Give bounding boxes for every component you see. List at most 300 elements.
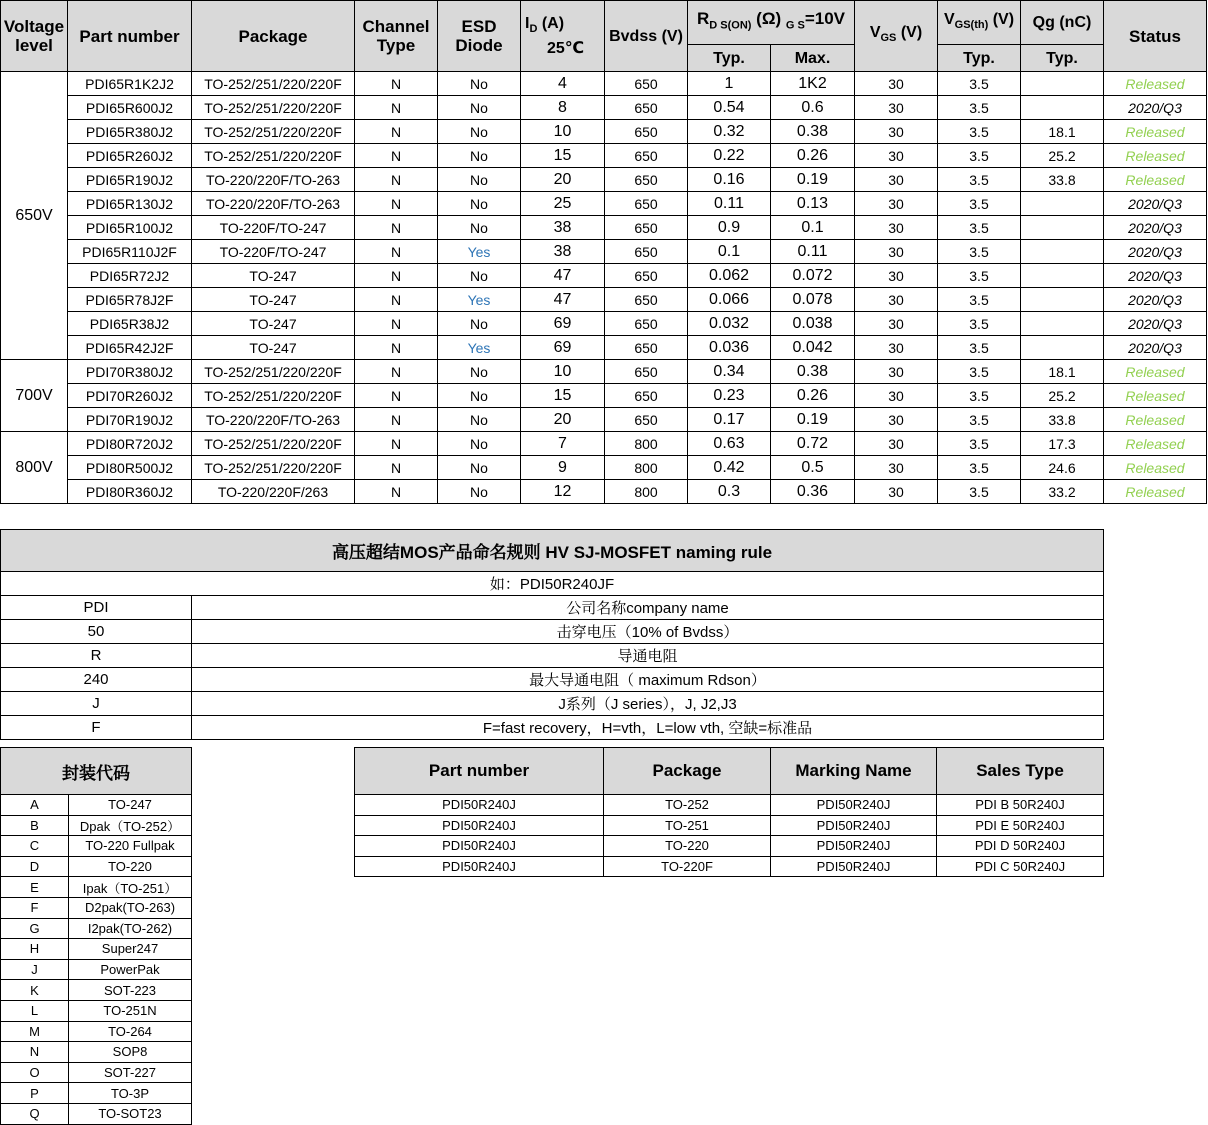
part-number-cell: PDI65R38J2 xyxy=(68,312,192,336)
qg-typ-cell xyxy=(1021,216,1104,240)
id-current-cell: 9 xyxy=(521,456,605,480)
vth-typ-cell: 3.5 xyxy=(938,216,1021,240)
vth-typ-cell: 3.5 xyxy=(938,192,1021,216)
rdson-max-cell: 0.1 xyxy=(771,216,855,240)
vth-typ-cell: 3.5 xyxy=(938,144,1021,168)
id-current-cell: 7 xyxy=(521,432,605,456)
rdson-typ-cell: 0.11 xyxy=(688,192,771,216)
qg-header: Qg (nC) xyxy=(1021,1,1104,45)
part-number-header: Part number xyxy=(68,1,192,72)
rdson-max-cell: 0.072 xyxy=(771,264,855,288)
vth-typ-header: Typ. xyxy=(938,45,1021,72)
rdson-max-cell: 0.19 xyxy=(771,408,855,432)
channel-type-cell: N xyxy=(355,360,438,384)
id-current-cell: 10 xyxy=(521,120,605,144)
part-number-cell: PDI50R240J xyxy=(355,815,604,836)
package-code-name: Ipak（TO-251） xyxy=(69,877,192,898)
naming-code-cell: J xyxy=(1,692,192,716)
rdson-typ-cell: 0.032 xyxy=(688,312,771,336)
qg-typ-cell: 24.6 xyxy=(1021,456,1104,480)
rdson-max-cell: 0.6 xyxy=(771,96,855,120)
table-row xyxy=(1,408,1207,432)
id-current-cell: 38 xyxy=(521,216,605,240)
table-row xyxy=(1,168,1207,192)
rdson-max-cell: 0.11 xyxy=(771,240,855,264)
rdson-max-cell: 0.042 xyxy=(771,336,855,360)
package-header: Package xyxy=(192,1,355,72)
package-code-letter: P xyxy=(1,1083,69,1104)
table-row xyxy=(355,795,1104,816)
id-current-cell: 38 xyxy=(521,240,605,264)
rdson-typ-cell: 0.9 xyxy=(688,216,771,240)
channel-type-cell: N xyxy=(355,192,438,216)
table-row xyxy=(1,192,1207,216)
bvdss-cell: 800 xyxy=(605,432,688,456)
qg-typ-cell: 25.2 xyxy=(1021,384,1104,408)
package-code-name: TO-3P xyxy=(69,1083,192,1104)
table-row xyxy=(355,836,1104,857)
naming-code-cell: 240 xyxy=(1,668,192,692)
vth-typ-cell: 3.5 xyxy=(938,96,1021,120)
channel-type-cell: N xyxy=(355,288,438,312)
sales-type-body xyxy=(355,795,1104,877)
rdson-max-cell: 0.26 xyxy=(771,144,855,168)
status-cell: Released xyxy=(1104,480,1207,504)
qg-typ-cell xyxy=(1021,192,1104,216)
package-code-row xyxy=(1,1083,192,1104)
id-current-cell: 12 xyxy=(521,480,605,504)
voltage-level-cell: 650V xyxy=(1,72,68,360)
package-cell: TO-220F xyxy=(604,856,771,877)
naming-rule-table xyxy=(0,529,1104,740)
rdson-max-cell: 0.72 xyxy=(771,432,855,456)
id-current-cell: 8 xyxy=(521,96,605,120)
table-row xyxy=(1,336,1207,360)
status-cell: 2020/Q3 xyxy=(1104,192,1207,216)
rdson-typ-cell: 1 xyxy=(688,72,771,96)
status-cell: 2020/Q3 xyxy=(1104,96,1207,120)
status-cell: Released xyxy=(1104,168,1207,192)
bvdss-cell: 650 xyxy=(605,72,688,96)
rdson-typ-cell: 0.036 xyxy=(688,336,771,360)
naming-rule-title: 高压超结MOS产品命名规则 HV SJ-MOSFET naming rule xyxy=(1,530,1104,572)
vth-typ-cell: 3.5 xyxy=(938,384,1021,408)
vgs-cell: 30 xyxy=(855,120,938,144)
table-row xyxy=(1,312,1207,336)
marking-name-cell: PDI50R240J xyxy=(771,836,937,857)
package-code-name: TO-251N xyxy=(69,1000,192,1021)
package-code-letter: D xyxy=(1,856,69,877)
rdson-max-cell: 0.38 xyxy=(771,120,855,144)
package-code-row xyxy=(1,1103,192,1124)
rdson-typ-cell: 0.22 xyxy=(688,144,771,168)
part-number-cell: PDI50R240J xyxy=(355,795,604,816)
esd-diode-cell: No xyxy=(438,432,521,456)
part-number-cell: PDI50R240J xyxy=(355,836,604,857)
table-row xyxy=(1,144,1207,168)
spec-table-body xyxy=(1,72,1207,504)
id-current-cell: 15 xyxy=(521,384,605,408)
esd-diode-cell: Yes xyxy=(438,336,521,360)
marking-name-cell: PDI50R240J xyxy=(771,815,937,836)
naming-rule-row xyxy=(1,716,1104,740)
esd-diode-cell: No xyxy=(438,312,521,336)
qg-typ-cell: 33.8 xyxy=(1021,408,1104,432)
package-code-row xyxy=(1,1000,192,1021)
vgs-cell: 30 xyxy=(855,408,938,432)
package-cell: TO-252/251/220/220F xyxy=(192,96,355,120)
part-number-cell: PDI65R1K2J2 xyxy=(68,72,192,96)
channel-type-cell: N xyxy=(355,120,438,144)
id-current-cell: 69 xyxy=(521,312,605,336)
package-code-name: D2pak(TO-263) xyxy=(69,897,192,918)
package-code-row xyxy=(1,836,192,857)
vgs-cell: 30 xyxy=(855,432,938,456)
vgs-cell: 30 xyxy=(855,456,938,480)
bvdss-cell: 650 xyxy=(605,120,688,144)
bvdss-cell: 650 xyxy=(605,408,688,432)
qg-typ-cell: 33.8 xyxy=(1021,168,1104,192)
id-current-cell: 20 xyxy=(521,168,605,192)
voltage-level-cell: 800V xyxy=(1,432,68,504)
naming-rule-row xyxy=(1,668,1104,692)
package-code-table xyxy=(0,747,192,1125)
package-code-letter: M xyxy=(1,1021,69,1042)
vth-typ-cell: 3.5 xyxy=(938,264,1021,288)
marking-name-header: Marking Name xyxy=(771,748,937,795)
qg-typ-cell xyxy=(1021,264,1104,288)
status-header: Status xyxy=(1104,1,1207,72)
qg-typ-header: Typ. xyxy=(1021,45,1104,72)
channel-type-cell: N xyxy=(355,312,438,336)
package-code-letter: L xyxy=(1,1000,69,1021)
rdson-max-cell: 0.5 xyxy=(771,456,855,480)
vth-typ-cell: 3.5 xyxy=(938,288,1021,312)
vgs-cell: 30 xyxy=(855,312,938,336)
package-code-letter: C xyxy=(1,836,69,857)
vth-typ-cell: 3.5 xyxy=(938,240,1021,264)
part-number-cell: PDI65R42J2F xyxy=(68,336,192,360)
rdson-header: $R_{D S(ON)}$ (Ω) $_{G S}$=10V xyxy=(688,1,855,45)
qg-typ-cell: 25.2 xyxy=(1021,144,1104,168)
package-code-row xyxy=(1,918,192,939)
table-row xyxy=(1,456,1207,480)
status-cell: Released xyxy=(1104,120,1207,144)
qg-typ-cell xyxy=(1021,72,1104,96)
package-cell: TO-252/251/220/220F xyxy=(192,360,355,384)
channel-type-cell: N xyxy=(355,264,438,288)
package-cell: TO-251 xyxy=(604,815,771,836)
package-cell: TO-252/251/220/220F xyxy=(192,72,355,96)
naming-meaning-cell: 击穿电压（10% of Bvdss） xyxy=(192,620,1104,644)
channel-type-cell: N xyxy=(355,168,438,192)
id-current-cell: 25 xyxy=(521,192,605,216)
status-cell: 2020/Q3 xyxy=(1104,264,1207,288)
package-code-letter: N xyxy=(1,1042,69,1063)
bvdss-cell: 650 xyxy=(605,288,688,312)
sales-type-cell: PDI E 50R240J xyxy=(937,815,1104,836)
package-code-name: PowerPak xyxy=(69,959,192,980)
rdson-typ-cell: 0.42 xyxy=(688,456,771,480)
rdson-max-cell: 1K2 xyxy=(771,72,855,96)
vth-typ-cell: 3.5 xyxy=(938,432,1021,456)
esd-diode-cell: No xyxy=(438,360,521,384)
naming-rule-row xyxy=(1,596,1104,620)
channel-type-cell: N xyxy=(355,144,438,168)
table-row xyxy=(1,120,1207,144)
vth-typ-cell: 3.5 xyxy=(938,120,1021,144)
qg-typ-cell xyxy=(1021,336,1104,360)
table-row xyxy=(1,384,1207,408)
package-code-title: 封装代码 xyxy=(1,748,192,795)
rdson-typ-cell: 0.54 xyxy=(688,96,771,120)
channel-type-cell: N xyxy=(355,432,438,456)
status-cell: 2020/Q3 xyxy=(1104,336,1207,360)
part-number-cell: PDI65R600J2 xyxy=(68,96,192,120)
package-cell: TO-247 xyxy=(192,288,355,312)
id-current-cell: 47 xyxy=(521,264,605,288)
naming-code-cell: R xyxy=(1,644,192,668)
esd-diode-cell: Yes xyxy=(438,240,521,264)
esd-diode-cell: No xyxy=(438,456,521,480)
package-code-name: TO-SOT23 xyxy=(69,1103,192,1124)
vgs-cell: 30 xyxy=(855,192,938,216)
esd-diode-cell: Yes xyxy=(438,288,521,312)
rdson-typ-cell: 0.63 xyxy=(688,432,771,456)
rdson-max-cell: 0.38 xyxy=(771,360,855,384)
bvdss-cell: 650 xyxy=(605,168,688,192)
status-cell: Released xyxy=(1104,432,1207,456)
part-number-cell: PDI50R240J xyxy=(355,856,604,877)
rdson-max-cell: 0.038 xyxy=(771,312,855,336)
sales-type-table xyxy=(354,747,1104,877)
sales-type-cell: PDI D 50R240J xyxy=(937,836,1104,857)
vgs-cell: 30 xyxy=(855,360,938,384)
naming-code-cell: PDI xyxy=(1,596,192,620)
package-code-letter: J xyxy=(1,959,69,980)
package-code-letter: O xyxy=(1,1062,69,1083)
vth-typ-cell: 3.5 xyxy=(938,360,1021,384)
status-cell: Released xyxy=(1104,456,1207,480)
part-number-cell: PDI65R130J2 xyxy=(68,192,192,216)
channel-type-cell: N xyxy=(355,72,438,96)
channel-type-cell: N xyxy=(355,336,438,360)
status-cell: Released xyxy=(1104,144,1207,168)
naming-code-cell: F xyxy=(1,716,192,740)
part-number-cell: PDI65R380J2 xyxy=(68,120,192,144)
package-code-row xyxy=(1,959,192,980)
package-cell: TO-220/220F/TO-263 xyxy=(192,168,355,192)
esd-diode-cell: No xyxy=(438,192,521,216)
id-current-cell: 10 xyxy=(521,360,605,384)
rdson-typ-cell: 0.062 xyxy=(688,264,771,288)
naming-example: 如：PDI50R240JF xyxy=(1,572,1104,596)
sales-type-header: Sales Type xyxy=(937,748,1104,795)
bvdss-cell: 650 xyxy=(605,384,688,408)
package-code-row xyxy=(1,877,192,898)
package-cell: TO-220F/TO-247 xyxy=(192,240,355,264)
channel-type-cell: N xyxy=(355,216,438,240)
channel-type-cell: N xyxy=(355,384,438,408)
bvdss-cell: 650 xyxy=(605,96,688,120)
rdson-typ-header: Typ. xyxy=(688,45,771,72)
package-cell: TO-247 xyxy=(192,312,355,336)
rdson-max-cell: 0.26 xyxy=(771,384,855,408)
vgs-cell: 30 xyxy=(855,480,938,504)
package-code-letter: Q xyxy=(1,1103,69,1124)
part-number-cell: PDI65R110J2F xyxy=(68,240,192,264)
esd-diode-header: ESD Diode xyxy=(438,1,521,72)
vth-header: $V_{GS(th)}$ (V) xyxy=(938,1,1021,45)
esd-diode-cell: No xyxy=(438,408,521,432)
marking-name-cell: PDI50R240J xyxy=(771,795,937,816)
qg-typ-cell: 18.1 xyxy=(1021,360,1104,384)
qg-typ-cell xyxy=(1021,288,1104,312)
id-current-cell: 20 xyxy=(521,408,605,432)
rdson-max-cell: 0.19 xyxy=(771,168,855,192)
table-row xyxy=(1,240,1207,264)
package-code-row xyxy=(1,897,192,918)
id-current-cell: 69 xyxy=(521,336,605,360)
bvdss-cell: 650 xyxy=(605,192,688,216)
channel-type-cell: N xyxy=(355,240,438,264)
naming-meaning-cell: 公司名称company name xyxy=(192,596,1104,620)
vgs-cell: 30 xyxy=(855,288,938,312)
vth-typ-cell: 3.5 xyxy=(938,72,1021,96)
vth-typ-cell: 3.5 xyxy=(938,312,1021,336)
table-row xyxy=(1,72,1207,96)
package-code-name: Dpak（TO-252） xyxy=(69,815,192,836)
bvdss-cell: 650 xyxy=(605,240,688,264)
table-row xyxy=(1,360,1207,384)
rdson-max-header: Max. xyxy=(771,45,855,72)
package-code-row xyxy=(1,1021,192,1042)
vth-typ-cell: 3.5 xyxy=(938,480,1021,504)
channel-type-cell: N xyxy=(355,408,438,432)
status-cell: Released xyxy=(1104,360,1207,384)
package-code-letter: B xyxy=(1,815,69,836)
esd-diode-cell: No xyxy=(438,168,521,192)
vgs-cell: 30 xyxy=(855,96,938,120)
table-row xyxy=(1,480,1207,504)
package-code-name: SOP8 xyxy=(69,1042,192,1063)
package-code-name: SOT-227 xyxy=(69,1062,192,1083)
vth-typ-cell: 3.5 xyxy=(938,336,1021,360)
package-cell: TO-220/220F/263 xyxy=(192,480,355,504)
part-number-cell: PDI80R360J2 xyxy=(68,480,192,504)
esd-diode-cell: No xyxy=(438,384,521,408)
id-header: $I_D$ (A) 25℃ xyxy=(521,1,605,72)
package-cell: TO-252 xyxy=(604,795,771,816)
package-cell: TO-220F/TO-247 xyxy=(192,216,355,240)
naming-rule-body xyxy=(1,572,1104,740)
bvdss-cell: 650 xyxy=(605,312,688,336)
vth-typ-cell: 3.5 xyxy=(938,408,1021,432)
naming-meaning-cell: 导通电阻 xyxy=(192,644,1104,668)
package-code-letter: G xyxy=(1,918,69,939)
status-cell: 2020/Q3 xyxy=(1104,240,1207,264)
vgs-header: $V_{GS}$ (V) xyxy=(855,1,938,72)
vgs-cell: 30 xyxy=(855,144,938,168)
esd-diode-cell: No xyxy=(438,480,521,504)
rdson-typ-cell: 0.23 xyxy=(688,384,771,408)
part-number-cell: PDI65R190J2 xyxy=(68,168,192,192)
bvdss-header: Bvdss (V) xyxy=(605,1,688,72)
table-row xyxy=(1,264,1207,288)
package-code-name: TO-220 Fullpak xyxy=(69,836,192,857)
status-cell: Released xyxy=(1104,408,1207,432)
package-code-letter: A xyxy=(1,795,69,816)
vgs-cell: 30 xyxy=(855,168,938,192)
rdson-typ-cell: 0.17 xyxy=(688,408,771,432)
bvdss-cell: 800 xyxy=(605,456,688,480)
voltage-level-header: Voltage level xyxy=(1,1,68,72)
package-cell: TO-252/251/220/220F xyxy=(192,456,355,480)
package-cell: TO-220 xyxy=(604,836,771,857)
esd-diode-cell: No xyxy=(438,216,521,240)
qg-typ-cell: 17.3 xyxy=(1021,432,1104,456)
marking-name-cell: PDI50R240J xyxy=(771,856,937,877)
rdson-max-cell: 0.078 xyxy=(771,288,855,312)
status-cell: 2020/Q3 xyxy=(1104,288,1207,312)
vgs-cell: 30 xyxy=(855,264,938,288)
part-number-cell: PDI80R720J2 xyxy=(68,432,192,456)
package-code-row xyxy=(1,1062,192,1083)
part-number-header: Part number xyxy=(355,748,604,795)
package-code-row xyxy=(1,856,192,877)
bvdss-cell: 650 xyxy=(605,336,688,360)
part-number-cell: PDI70R190J2 xyxy=(68,408,192,432)
bvdss-cell: 650 xyxy=(605,264,688,288)
naming-meaning-cell: J系列（J series），J, J2,J3 xyxy=(192,692,1104,716)
package-code-letter: K xyxy=(1,980,69,1001)
status-cell: Released xyxy=(1104,384,1207,408)
part-number-cell: PDI65R100J2 xyxy=(68,216,192,240)
esd-diode-cell: No xyxy=(438,120,521,144)
status-cell: Released xyxy=(1104,72,1207,96)
id-current-cell: 4 xyxy=(521,72,605,96)
package-code-letter: E xyxy=(1,877,69,898)
qg-typ-cell xyxy=(1021,312,1104,336)
rdson-typ-cell: 0.34 xyxy=(688,360,771,384)
table-row xyxy=(355,856,1104,877)
rdson-typ-cell: 0.3 xyxy=(688,480,771,504)
id-current-cell: 47 xyxy=(521,288,605,312)
package-code-name: I2pak(TO-262) xyxy=(69,918,192,939)
rdson-typ-cell: 0.066 xyxy=(688,288,771,312)
naming-meaning-cell: F=fast recovery，H=vth，L=low vth, 空缺=标准品 xyxy=(192,716,1104,740)
package-code-name: SOT-223 xyxy=(69,980,192,1001)
package-code-name: TO-220 xyxy=(69,856,192,877)
part-number-cell: PDI65R72J2 xyxy=(68,264,192,288)
qg-typ-cell xyxy=(1021,240,1104,264)
vgs-cell: 30 xyxy=(855,72,938,96)
qg-typ-cell: 33.2 xyxy=(1021,480,1104,504)
bvdss-cell: 650 xyxy=(605,216,688,240)
vth-typ-cell: 3.5 xyxy=(938,456,1021,480)
rdson-typ-cell: 0.1 xyxy=(688,240,771,264)
part-number-cell: PDI65R260J2 xyxy=(68,144,192,168)
package-code-row xyxy=(1,815,192,836)
vth-typ-cell: 3.5 xyxy=(938,168,1021,192)
vgs-cell: 30 xyxy=(855,336,938,360)
package-cell: TO-252/251/220/220F xyxy=(192,120,355,144)
package-cell: TO-247 xyxy=(192,336,355,360)
naming-rule-row xyxy=(1,620,1104,644)
vgs-cell: 30 xyxy=(855,240,938,264)
esd-diode-cell: No xyxy=(438,96,521,120)
channel-type-cell: N xyxy=(355,456,438,480)
